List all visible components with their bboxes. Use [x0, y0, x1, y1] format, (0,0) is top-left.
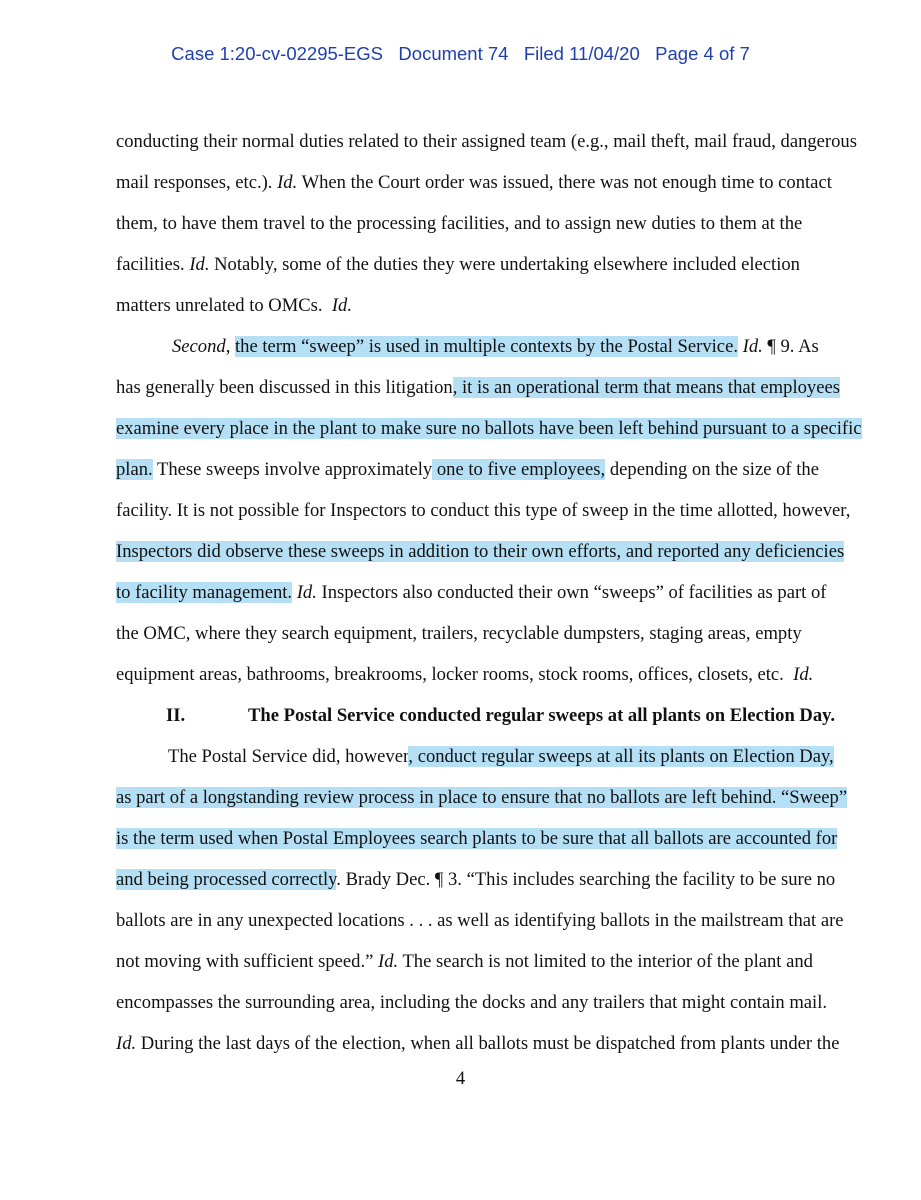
section-heading: II. The Postal Service conducted regular sweeps at all plants on Election Day. — [166, 705, 836, 726]
highlight: , conduct regular sweeps at all its plants on Election Day, — [408, 746, 834, 767]
p3-line-3 — [116, 827, 838, 851]
p1-line-4: facilities. Id. Notably, some of the duties they were undertaking elsewhere included election — [116, 254, 800, 275]
highlight: is the term used when Postal Employees search plants to be sure that all ballots are accounted for — [116, 828, 838, 849]
p3-line-2 — [116, 786, 848, 810]
p3-line-7: encompasses the surrounding area, including the docks and any trailers that might contain mail. — [116, 992, 828, 1013]
p2-line-6 — [116, 540, 845, 564]
p1-line-3: them, to have them travel to the processing facilities, and to assign new duties to them at the — [116, 213, 803, 234]
p2-line-1: Second, the term “sweep” is used in multiple contexts by the Postal Service. Id. ¶ 9. As — [172, 336, 819, 357]
p3-line-1: The Postal Service did, however, conduct regular sweeps at all its plants on Election Day, — [168, 746, 834, 767]
p2-line-2: has generally been discussed in this litigation, it is an operational term that means that employees — [116, 377, 840, 398]
p3-line-5: ballots are in any unexpected locations . . . as well as identifying ballots in the mailstream that are — [116, 910, 844, 931]
highlight: and being processed correctly — [116, 869, 337, 890]
highlight: one to five employees, — [432, 459, 606, 480]
p3-line-6: not moving with sufficient speed.” Id. The search is not limited to the interior of the plant and — [116, 951, 813, 972]
highlight: to facility management. — [116, 582, 293, 603]
p1-line-1: conducting their normal duties related to their assigned team (e.g., mail theft, mail fraud, dangerous — [116, 131, 857, 152]
highlight: plan. — [116, 459, 153, 480]
p2-line-8: the OMC, where they search equipment, trailers, recyclable dumpsters, staging areas, empty — [116, 623, 802, 644]
p2-line-3 — [116, 417, 862, 441]
p3-line-4: and being processed correctly. Brady Dec. ¶ 3. “This includes searching the facility to be sure no — [116, 869, 836, 890]
highlight: examine every place in the plant to make sure no ballots have been left behind pursuant to a specific — [116, 418, 862, 439]
case-header: Case 1:20-cv-02295-EGS Document 74 Filed 11/04/20 Page 4 of 7 — [171, 43, 750, 64]
p1-line-2: mail responses, etc.). Id. When the Court order was issued, there was not enough time to contact — [116, 172, 832, 193]
p2-line-4: plan. These sweeps involve approximately one to five employees, depending on the size of the — [116, 459, 819, 480]
highlight: as part of a longstanding review process in place to ensure that no ballots are left behind. “Sweep” — [116, 787, 848, 808]
page-number: 4 — [455, 1068, 466, 1089]
p2-line-5: facility. It is not possible for Inspectors to conduct this type of sweep in the time allotted, however, — [116, 500, 851, 521]
p3-line-8: Id. During the last days of the election, when all ballots must be dispatched from plants under the — [116, 1033, 840, 1054]
highlight: Inspectors did observe these sweeps in addition to their own efforts, and reported any deficiencies — [116, 541, 845, 562]
highlight: the term “sweep” is used in multiple contexts by the Postal Service. — [235, 336, 738, 357]
p2-line-9: equipment areas, bathrooms, breakrooms, locker rooms, stock rooms, offices, closets, etc. Id. — [116, 664, 814, 685]
p1-line-5: matters unrelated to OMCs. Id. — [116, 295, 352, 316]
highlight: , it is an operational term that means that employees — [452, 377, 840, 398]
p2-line-7: to facility management. Id. Inspectors also conducted their own “sweeps” of facilities as part of — [116, 582, 827, 603]
